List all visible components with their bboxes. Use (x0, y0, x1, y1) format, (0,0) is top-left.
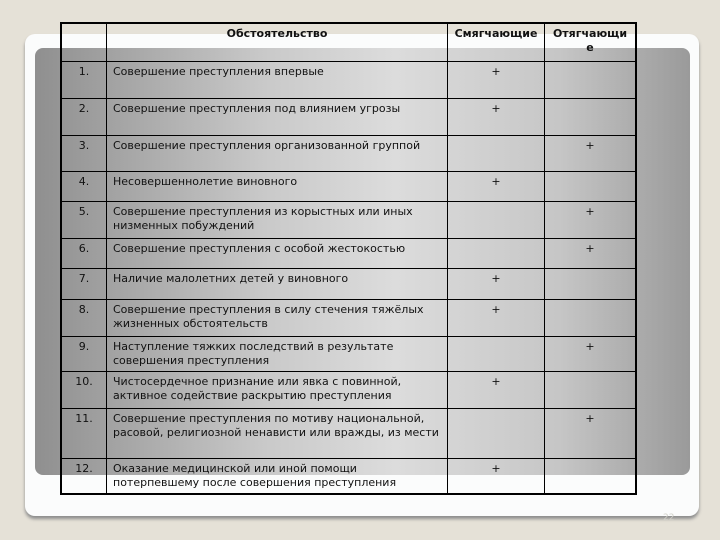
header-num (61, 23, 107, 61)
row-number: 6. (61, 238, 107, 268)
row-number: 5. (61, 201, 107, 238)
header-aggravating: Отягчающие (545, 23, 637, 61)
table-row (61, 371, 636, 408)
row-mitigating-mark: + (448, 171, 545, 201)
row-number: 4. (61, 171, 107, 201)
row-number: 7. (61, 268, 107, 299)
table-row (61, 268, 636, 299)
table-row (61, 336, 636, 371)
row-mitigating-mark: + (448, 299, 545, 336)
row-number: 10. (61, 371, 107, 408)
row-aggravating-mark (545, 268, 637, 299)
table-header (61, 23, 636, 61)
row-aggravating-mark (545, 98, 637, 135)
table-row (61, 458, 636, 494)
row-aggravating-mark (545, 171, 637, 201)
row-mitigating-mark (448, 201, 545, 238)
row-number: 9. (61, 336, 107, 371)
row-circumstance: Наличие малолетних детей у виновного (107, 268, 448, 299)
row-mitigating-mark (448, 135, 545, 171)
row-mitigating-mark: + (448, 61, 545, 98)
row-circumstance: Совершение преступления под влиянием угрозы (107, 98, 448, 135)
row-aggravating-mark: + (545, 408, 637, 458)
table-row (61, 238, 636, 268)
row-circumstance: Чистосердечное признание или явка с повинной, активное содействие раскрытию преступления (107, 371, 448, 408)
table-row (61, 135, 636, 171)
page-number: 22 (663, 513, 675, 523)
row-circumstance: Совершение преступления организованной группой (107, 135, 448, 171)
row-mitigating-mark: + (448, 458, 545, 494)
circumstances-table (60, 22, 637, 495)
table-row (61, 299, 636, 336)
row-mitigating-mark (448, 408, 545, 458)
row-number: 3. (61, 135, 107, 171)
row-aggravating-mark: + (545, 135, 637, 171)
row-mitigating-mark: + (448, 98, 545, 135)
row-circumstance: Совершение преступления с особой жестокостью (107, 238, 448, 268)
row-mitigating-mark: + (448, 371, 545, 408)
table-row (61, 201, 636, 238)
header-circumstance: Обстоятельство (107, 23, 448, 61)
row-mitigating-mark (448, 336, 545, 371)
row-aggravating-mark: + (545, 201, 637, 238)
header-mitigating: Смягчающие (448, 23, 545, 61)
table-row (61, 408, 636, 458)
row-number: 2. (61, 98, 107, 135)
row-number: 12. (61, 458, 107, 494)
row-circumstance: Совершение преступления из корыстных или иных низменных побуждений (107, 201, 448, 238)
table-row (61, 171, 636, 201)
row-aggravating-mark (545, 371, 637, 408)
row-aggravating-mark: + (545, 336, 637, 371)
row-circumstance: Совершение преступления впервые (107, 61, 448, 98)
row-circumstance: Оказание медицинской или иной помощи потерпевшему после совершения преступления (107, 458, 448, 494)
table-row (61, 98, 636, 135)
row-number: 1. (61, 61, 107, 98)
row-number: 8. (61, 299, 107, 336)
row-circumstance: Совершение преступления в силу стечения тяжёлых жизненных обстоятельств (107, 299, 448, 336)
row-number: 11. (61, 408, 107, 458)
row-circumstance: Несовершеннолетие виновного (107, 171, 448, 201)
row-mitigating-mark: + (448, 268, 545, 299)
row-circumstance: Наступление тяжких последствий в результате совершения преступления (107, 336, 448, 371)
row-aggravating-mark (545, 61, 637, 98)
row-aggravating-mark: + (545, 238, 637, 268)
row-circumstance: Совершение преступления по мотиву национальной, расовой, религиозной ненависти или вражды, из мести (107, 408, 448, 458)
row-aggravating-mark (545, 458, 637, 494)
row-aggravating-mark (545, 299, 637, 336)
table-row (61, 61, 636, 98)
row-mitigating-mark (448, 238, 545, 268)
